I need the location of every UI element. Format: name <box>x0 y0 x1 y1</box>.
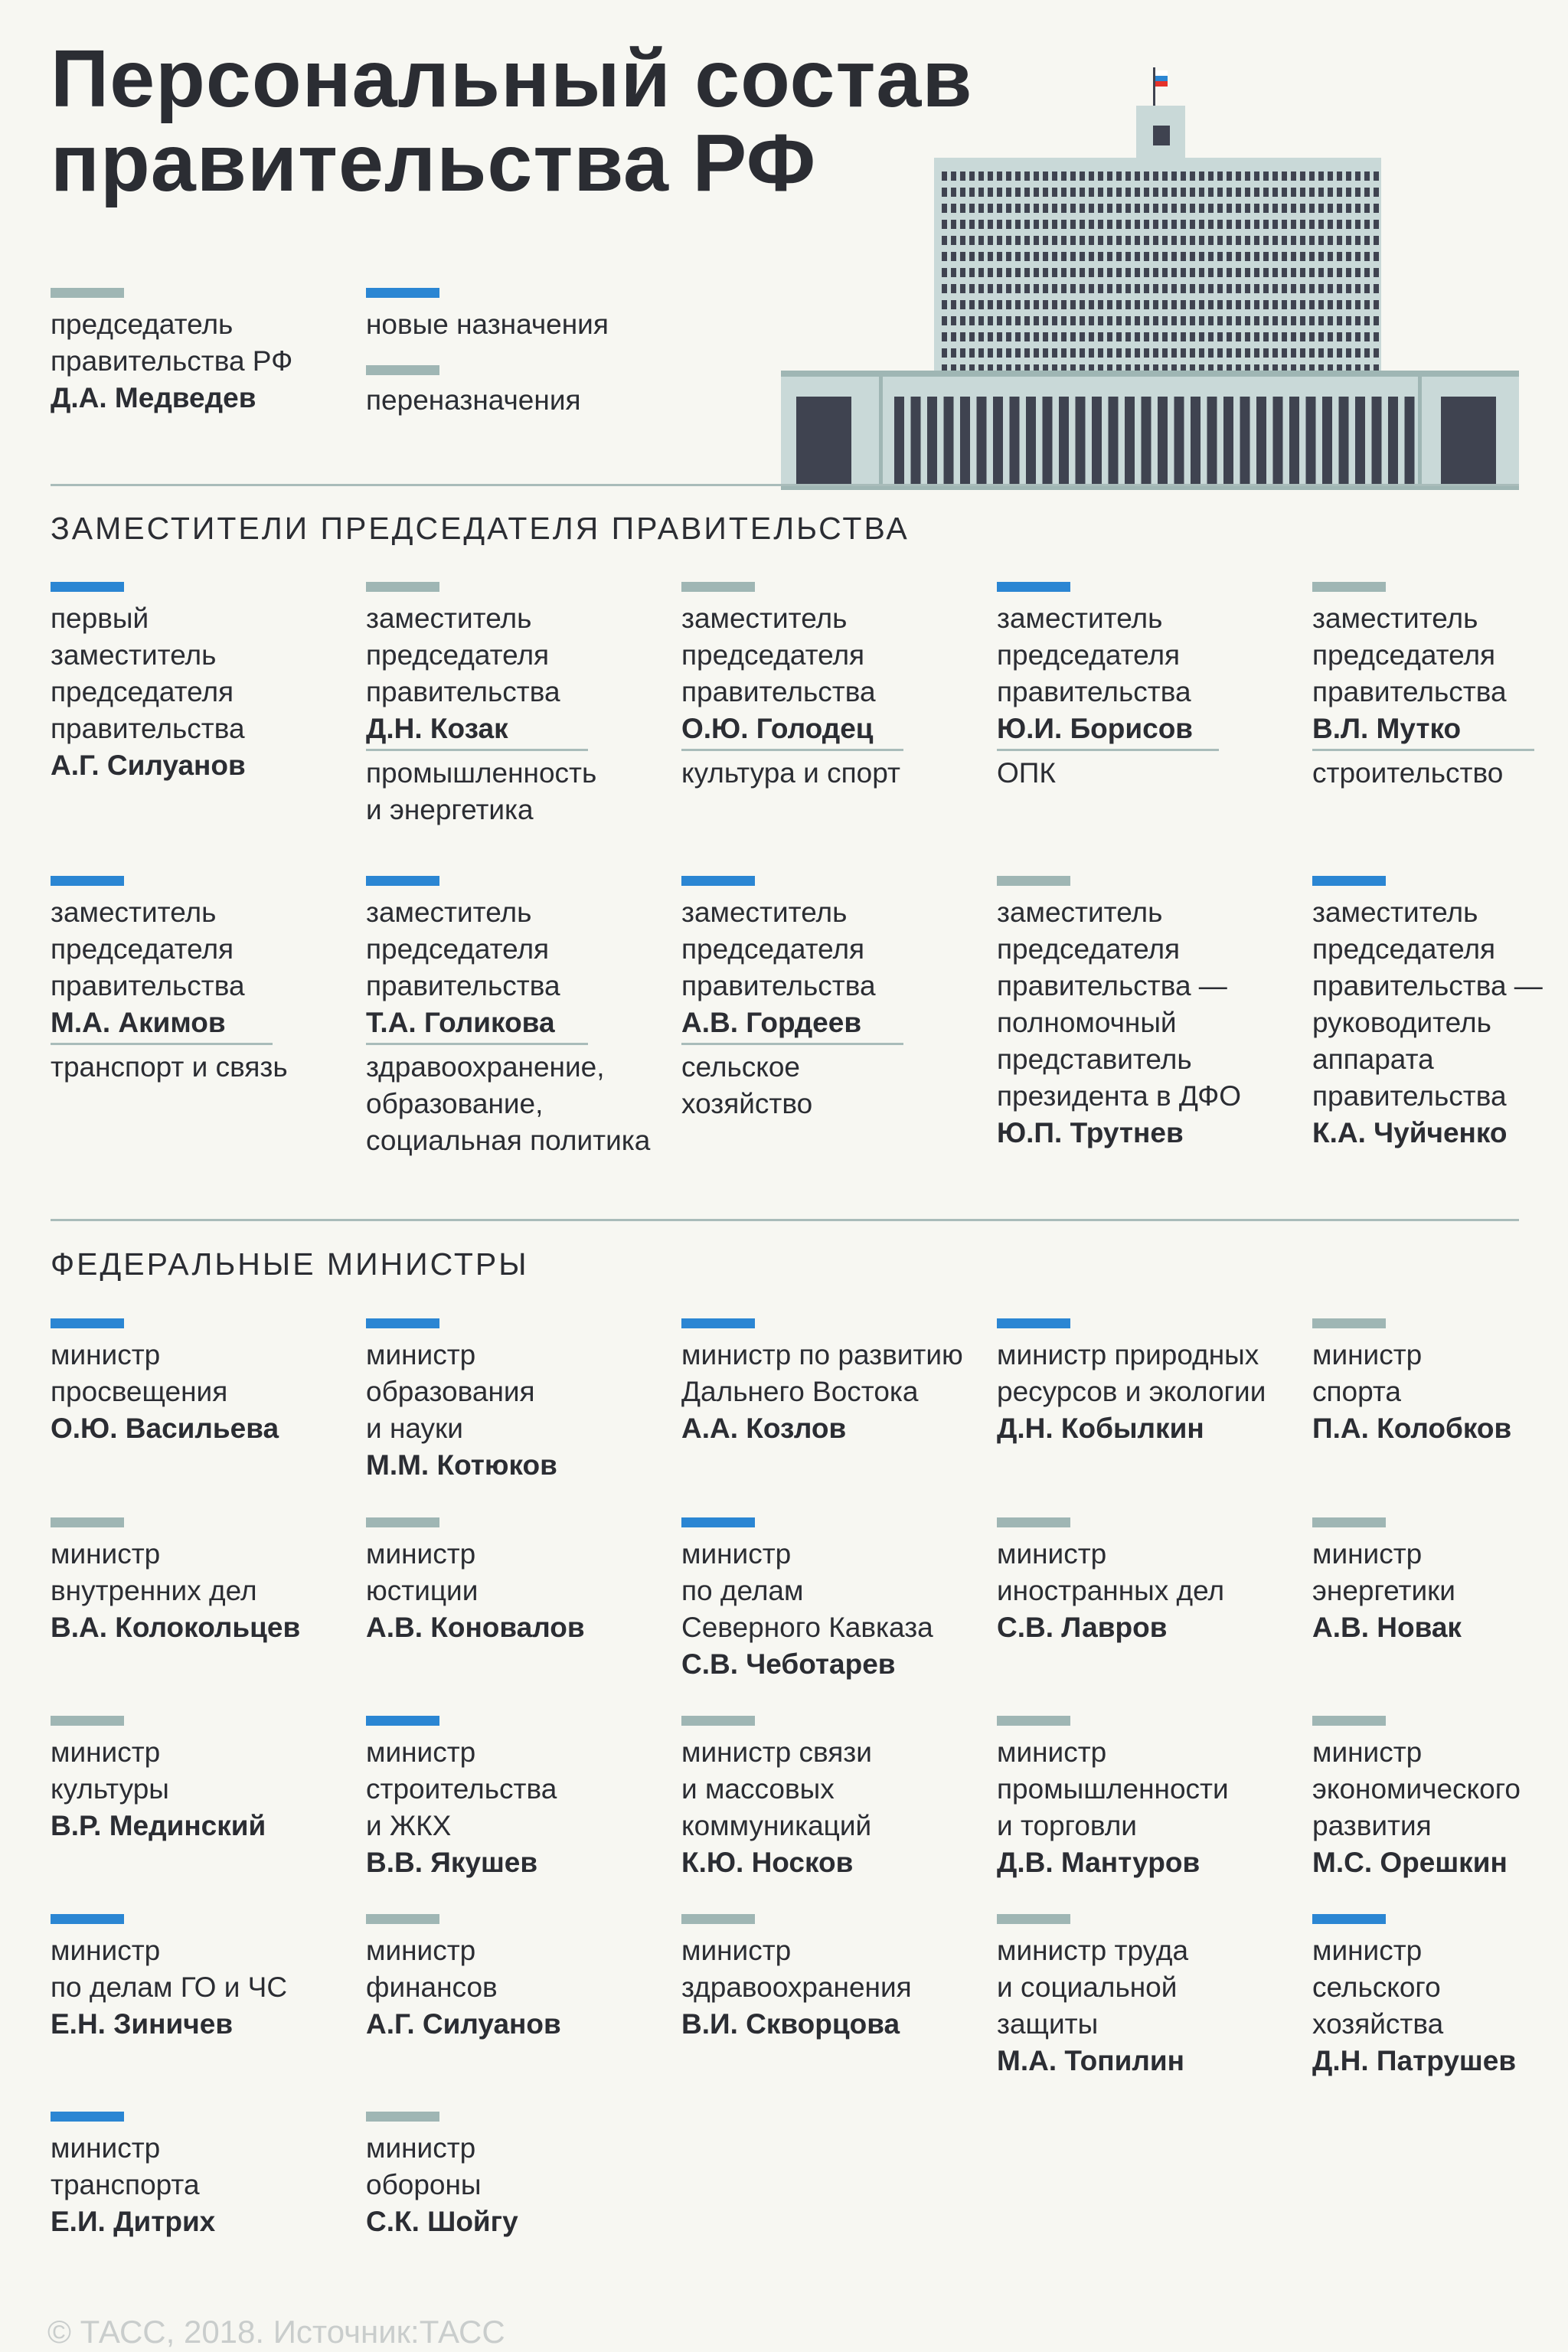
minister-role-line: министр <box>51 2132 161 2164</box>
deputy-portfolio <box>681 755 900 792</box>
legend-new <box>366 306 609 343</box>
deputy-name-underline <box>997 749 1219 751</box>
minister-role-line: и массовых <box>681 1773 835 1805</box>
deputy-portfolio-line: транспорт и связь <box>51 1051 288 1083</box>
minister-role-line: министр <box>681 1538 792 1570</box>
minister-status-swatch <box>1312 1716 1386 1726</box>
minister-name: М.С. Орешкин <box>1312 1847 1508 1878</box>
divider <box>51 484 1519 486</box>
minister-status-swatch <box>366 1318 439 1328</box>
deputy-role-line: заместитель <box>681 603 848 634</box>
deputy-portfolio-line: образование, <box>366 1088 544 1119</box>
minister-name: П.А. Колобков <box>1312 1413 1512 1444</box>
minister-role-line: министр <box>51 1935 161 1966</box>
minister-card <box>366 1536 585 1646</box>
deputies-section-title: ЗАМЕСТИТЕЛИ ПРЕДСЕДАТЕЛЯ ПРАВИТЕЛЬСТВА <box>51 511 910 546</box>
minister-role-line: министр <box>1312 1339 1423 1370</box>
government-house-illustration <box>781 60 1519 490</box>
minister-role-line: министр <box>366 2132 476 2164</box>
minister-role-line: министр по развитию <box>681 1339 963 1370</box>
minister-role-line: экономического <box>1312 1773 1521 1805</box>
minister-role-line: министр <box>51 1538 161 1570</box>
minister-card <box>681 1932 912 2043</box>
deputy-name: Д.Н. Козак <box>366 713 508 744</box>
flag-stripe <box>1155 76 1168 81</box>
deputy-role-line: президента в ДФО <box>997 1080 1242 1112</box>
minister-name: Д.В. Мантуров <box>997 1847 1200 1878</box>
deputy-card <box>51 894 245 1041</box>
minister-role-line: министр <box>997 1538 1107 1570</box>
deputy-role-line: заместитель <box>1312 603 1478 634</box>
minister-name: С.В. Чеботарев <box>681 1648 896 1680</box>
facade-window <box>1372 397 1382 490</box>
minister-name: О.Ю. Васильева <box>51 1413 279 1444</box>
minister-role-line: просвещения <box>51 1376 228 1407</box>
minister-role-line: строительства <box>366 1773 557 1805</box>
minister-role-line: культуры <box>51 1773 169 1805</box>
minister-role-line: обороны <box>366 2169 482 2200</box>
legend-chair-role-line: правительства РФ <box>51 345 293 377</box>
deputy-role-line: заместитель <box>51 639 217 671</box>
deputy-role-line: правительства <box>51 713 245 744</box>
minister-role-line: Дальнего Востока <box>681 1376 919 1407</box>
deputy-role-line: правительства <box>997 676 1191 707</box>
minister-card <box>366 1337 557 1484</box>
deputy-role-line: заместитель <box>681 897 848 928</box>
minister-role-line: министр <box>366 1339 476 1370</box>
deputy-name-underline <box>681 749 903 751</box>
deputy-name-underline <box>681 1043 903 1045</box>
deputy-portfolio-line: строительство <box>1312 757 1504 789</box>
minister-card <box>1312 1536 1462 1646</box>
title-line-2: правительства РФ <box>51 118 817 208</box>
legend-chair-swatch <box>51 288 124 298</box>
deputy-role-line: правительства <box>1312 1080 1507 1112</box>
facade-window <box>1355 397 1365 490</box>
pilaster <box>879 371 883 490</box>
minister-name: С.К. Шойгу <box>366 2206 518 2237</box>
deputy-name: Ю.П. Трутнев <box>997 1117 1184 1148</box>
ministers-section-title: ФЕДЕРАЛЬНЫЕ МИНИСТРЫ <box>51 1246 529 1282</box>
deputy-name: А.Г. Силуанов <box>51 750 246 781</box>
minister-name: А.Г. Силуанов <box>366 2008 561 2040</box>
minister-name: М.А. Топилин <box>997 2045 1184 2076</box>
deputy-role-line: правительства <box>681 970 876 1001</box>
deputy-status-swatch <box>366 582 439 592</box>
minister-role-line: министр <box>1312 1935 1423 1966</box>
minister-status-swatch <box>997 1517 1070 1527</box>
minister-role-line: внутренних дел <box>51 1575 257 1606</box>
facade-window <box>1388 397 1398 490</box>
flagpole <box>1153 67 1155 106</box>
deputy-name: Ю.И. Борисов <box>997 713 1194 744</box>
minister-status-swatch <box>681 1517 755 1527</box>
minister-role-line: министр <box>51 1339 161 1370</box>
facade-window <box>1026 397 1036 490</box>
deputy-role-line: правительства — <box>997 970 1227 1001</box>
minister-name: В.А. Колокольцев <box>51 1612 301 1643</box>
deputy-role-line: заместитель <box>997 603 1163 634</box>
base-cornice <box>781 371 1519 377</box>
deputy-role-line: правительства <box>366 970 560 1001</box>
deputy-portfolio-line: промышленность <box>366 757 597 789</box>
deputy-card <box>1312 894 1543 1152</box>
deputy-status-swatch <box>997 582 1070 592</box>
minister-status-swatch <box>997 1318 1070 1328</box>
deputy-name: О.Ю. Голодец <box>681 713 874 744</box>
pilaster <box>1418 371 1422 490</box>
legend-new-label: новые назначения <box>366 309 609 340</box>
minister-status-swatch <box>366 1716 439 1726</box>
wing-window <box>1468 397 1496 490</box>
facade-window <box>1076 397 1086 490</box>
minister-role-line: спорта <box>1312 1376 1401 1407</box>
deputy-portfolio-line: социальная политика <box>366 1125 651 1156</box>
deputy-card <box>997 600 1193 747</box>
deputy-role-line: заместитель <box>366 603 532 634</box>
deputy-role-line: председателя <box>1312 933 1496 965</box>
minister-card <box>51 1337 279 1447</box>
deputy-portfolio <box>366 755 596 828</box>
minister-role-line: промышленности <box>997 1773 1229 1805</box>
facade-window <box>960 397 970 490</box>
minister-name: А.А. Козлов <box>681 1413 847 1444</box>
minister-role-line: по делам <box>681 1575 804 1606</box>
deputy-role-line: правительства — <box>1312 970 1543 1001</box>
minister-role-line: министр <box>366 1736 476 1768</box>
facade-window <box>1191 397 1200 490</box>
deputy-portfolio-line: хозяйство <box>681 1088 813 1119</box>
deputy-name-underline <box>1312 749 1534 751</box>
deputy-status-swatch <box>1312 876 1386 886</box>
minister-card <box>366 1932 561 2043</box>
deputy-portfolio-line: сельское <box>681 1051 800 1083</box>
minister-role-line: ресурсов и экологии <box>997 1376 1266 1407</box>
minister-card <box>681 1536 933 1683</box>
minister-name: В.И. Скворцова <box>681 2008 900 2040</box>
deputy-status-swatch <box>681 876 755 886</box>
facade-window <box>1109 397 1119 490</box>
legend-chair-name: Д.А. Медведев <box>51 382 256 413</box>
deputy-status-swatch <box>681 582 755 592</box>
minister-name: С.В. Лавров <box>997 1612 1168 1643</box>
minister-status-swatch <box>681 1914 755 1924</box>
facade-window <box>1207 397 1217 490</box>
deputy-role-line: заместитель <box>51 897 217 928</box>
deputy-name: В.Л. Мутко <box>1312 713 1462 744</box>
minister-role-line: министр <box>51 1736 161 1768</box>
minister-card <box>997 1337 1266 1447</box>
minister-role-line: транспорта <box>51 2169 200 2200</box>
emblem <box>1153 126 1170 145</box>
minister-role-line: юстиции <box>366 1575 479 1606</box>
wing-window <box>1441 397 1468 490</box>
minister-card <box>51 1734 266 1844</box>
facade-window <box>1174 397 1184 490</box>
deputy-status-swatch <box>51 876 124 886</box>
minister-role-line: министр <box>1312 1736 1423 1768</box>
facade-window <box>1223 397 1233 490</box>
deputy-portfolio <box>366 1049 650 1159</box>
deputy-name: Т.А. Голикова <box>366 1007 555 1038</box>
minister-name: А.В. Новак <box>1312 1612 1462 1643</box>
minister-role-line: и ЖКХ <box>366 1810 452 1841</box>
deputy-role-line: председателя <box>51 676 234 707</box>
minister-status-swatch <box>51 1517 124 1527</box>
deputy-status-swatch <box>51 582 124 592</box>
minister-name: А.В. Коновалов <box>366 1612 585 1643</box>
facade-window <box>1256 397 1266 490</box>
facade-window <box>1322 397 1332 490</box>
deputy-role-line: руководитель <box>1312 1007 1491 1038</box>
minister-card <box>51 1932 287 2043</box>
minister-card <box>1312 1932 1516 2079</box>
minister-status-swatch <box>1312 1318 1386 1328</box>
flag-stripe <box>1155 81 1168 87</box>
deputy-name: М.А. Акимов <box>51 1007 226 1038</box>
facade-window <box>1010 397 1020 490</box>
minister-role-line: министр <box>366 1538 476 1570</box>
minister-card <box>997 1932 1188 2079</box>
deputy-name-underline <box>366 1043 588 1045</box>
deputy-role-line: правительства <box>51 970 245 1001</box>
deputy-portfolio <box>1312 755 1503 792</box>
minister-role-line: развития <box>1312 1810 1432 1841</box>
deputy-portfolio-line: здравоохранение, <box>366 1051 605 1083</box>
deputy-role-line: полномочный <box>997 1007 1177 1038</box>
legend-reappointed-label: переназначения <box>366 384 581 416</box>
deputy-card <box>681 600 876 747</box>
deputy-role-line: председателя <box>681 933 865 965</box>
facade-window <box>1092 397 1102 490</box>
facade-window <box>894 397 904 490</box>
facade-window <box>1158 397 1168 490</box>
minister-card <box>51 1536 300 1646</box>
minister-role-line: по делам ГО и ЧС <box>51 1971 288 2003</box>
minister-role-line: министр <box>1312 1538 1423 1570</box>
title-line-1: Персональный состав <box>51 34 973 124</box>
facade-window <box>1405 397 1415 490</box>
minister-card <box>366 2130 518 2240</box>
deputy-card <box>681 894 876 1041</box>
minister-card <box>1312 1337 1511 1447</box>
minister-role-line: сельского <box>1312 1971 1441 2003</box>
deputy-name-underline <box>366 749 588 751</box>
minister-role-line: министр связи <box>681 1736 872 1768</box>
deputy-role-line: правительства <box>366 676 560 707</box>
legend-reappointed-swatch <box>366 365 439 375</box>
minister-role-line: и социальной <box>997 1971 1178 2003</box>
deputy-role-line: председателя <box>997 933 1181 965</box>
minister-role-line: защиты <box>997 2008 1099 2040</box>
deputy-role-line: заместитель <box>366 897 532 928</box>
minister-status-swatch <box>1312 1914 1386 1924</box>
deputy-card <box>997 894 1241 1152</box>
minister-status-swatch <box>366 1914 439 1924</box>
deputy-role-line: правительства <box>1312 676 1507 707</box>
minister-status-swatch <box>997 1914 1070 1924</box>
minister-role-line: здравоохранения <box>681 1971 912 2003</box>
deputy-portfolio-line: ОПК <box>997 757 1056 789</box>
facade-window <box>1273 397 1283 490</box>
deputy-role-line: председателя <box>366 639 550 671</box>
facade-window <box>1125 397 1135 490</box>
minister-name: Е.Н. Зиничев <box>51 2008 234 2040</box>
minister-role-line: Северного Кавказа <box>681 1612 933 1643</box>
minister-name: К.Ю. Носков <box>681 1847 854 1878</box>
deputy-role-line: аппарата <box>1312 1044 1434 1075</box>
minister-role-line: финансов <box>366 1971 498 2003</box>
deputy-portfolio <box>681 1049 812 1122</box>
facade-window <box>1240 397 1250 490</box>
facade-window <box>977 397 987 490</box>
facade-window <box>911 397 921 490</box>
deputy-portfolio-line: и энергетика <box>366 794 534 825</box>
minister-role-line: иностранных дел <box>997 1575 1225 1606</box>
minister-name: В.Р. Мединский <box>51 1810 266 1841</box>
facade-window <box>993 397 1003 490</box>
minister-card <box>1312 1734 1521 1881</box>
minister-name: Д.Н. Кобылкин <box>997 1413 1204 1444</box>
deputy-name: К.А. Чуйченко <box>1312 1117 1508 1148</box>
wing-window <box>796 397 824 490</box>
deputy-role-line: председателя <box>1312 639 1496 671</box>
legend-reappointed <box>366 382 581 419</box>
minister-status-swatch <box>366 1517 439 1527</box>
legend-new-swatch <box>366 288 439 298</box>
deputy-role-line: представитель <box>997 1044 1192 1075</box>
minister-card <box>681 1337 963 1447</box>
deputy-role-line: председателя <box>997 639 1181 671</box>
deputy-card <box>1312 600 1507 747</box>
deputy-role-line: председателя <box>681 639 865 671</box>
deputy-name-underline <box>51 1043 273 1045</box>
minister-card <box>997 1536 1224 1646</box>
minister-status-swatch <box>681 1318 755 1328</box>
minister-role-line: министр <box>366 1935 476 1966</box>
deputy-card <box>51 600 246 784</box>
deputy-status-swatch <box>997 876 1070 886</box>
facade-window <box>1339 397 1349 490</box>
deputy-portfolio <box>51 1049 288 1086</box>
deputy-role-line: заместитель <box>997 897 1163 928</box>
deputy-name: А.В. Гордеев <box>681 1007 862 1038</box>
minister-card <box>51 2130 215 2240</box>
deputy-role-line: председателя <box>366 933 550 965</box>
deputy-role-line: правительства <box>681 676 876 707</box>
minister-status-swatch <box>51 1716 124 1726</box>
deputy-card <box>366 600 560 747</box>
deputy-portfolio <box>997 755 1056 792</box>
facade-window <box>944 397 954 490</box>
minister-name: М.М. Котюков <box>366 1449 557 1481</box>
minister-role-line: министр <box>997 1736 1107 1768</box>
deputy-status-swatch <box>1312 582 1386 592</box>
minister-name: Е.И. Дитрих <box>51 2206 216 2237</box>
deputy-status-swatch <box>366 876 439 886</box>
facade-window <box>1043 397 1053 490</box>
facade-window <box>1142 397 1152 490</box>
minister-role-line: и торговли <box>997 1810 1137 1841</box>
deputy-role-line: председателя <box>51 933 234 965</box>
wing-window <box>824 397 851 490</box>
facade-window <box>927 397 937 490</box>
legend-chair <box>51 306 292 416</box>
minister-status-swatch <box>366 2112 439 2122</box>
minister-status-swatch <box>1312 1517 1386 1527</box>
minister-card <box>681 1734 872 1881</box>
minister-status-swatch <box>51 1914 124 1924</box>
facade-window <box>1289 397 1299 490</box>
minister-role-line: министр <box>681 1935 792 1966</box>
minister-name: Д.Н. Патрушев <box>1312 2045 1517 2076</box>
minister-role-line: хозяйства <box>1312 2008 1444 2040</box>
minister-role-line: министр природных <box>997 1339 1259 1370</box>
facade-window <box>1306 397 1316 490</box>
deputy-card <box>366 894 560 1041</box>
minister-status-swatch <box>997 1716 1070 1726</box>
minister-name: В.В. Якушев <box>366 1847 538 1878</box>
minister-role-line: образования <box>366 1376 535 1407</box>
minister-role-line: министр труда <box>997 1935 1189 1966</box>
deputy-role-line: заместитель <box>1312 897 1478 928</box>
minister-role-line: и науки <box>366 1413 463 1444</box>
footer-credit: © ТАСС, 2018. Источник:ТАСС <box>47 2314 505 2350</box>
minister-role-line: коммуникаций <box>681 1810 872 1841</box>
minister-card <box>366 1734 557 1881</box>
facade-window <box>1059 397 1069 490</box>
minister-status-swatch <box>51 1318 124 1328</box>
deputy-role-line: первый <box>51 603 149 634</box>
flag-stripe <box>1155 70 1168 76</box>
divider <box>51 1219 1519 1221</box>
minister-role-line: энергетики <box>1312 1575 1455 1606</box>
minister-card <box>997 1734 1229 1881</box>
deputy-portfolio-line: культура и спорт <box>681 757 900 789</box>
minister-status-swatch <box>51 2112 124 2122</box>
legend-chair-role-line: председатель <box>51 309 234 340</box>
minister-status-swatch <box>681 1716 755 1726</box>
